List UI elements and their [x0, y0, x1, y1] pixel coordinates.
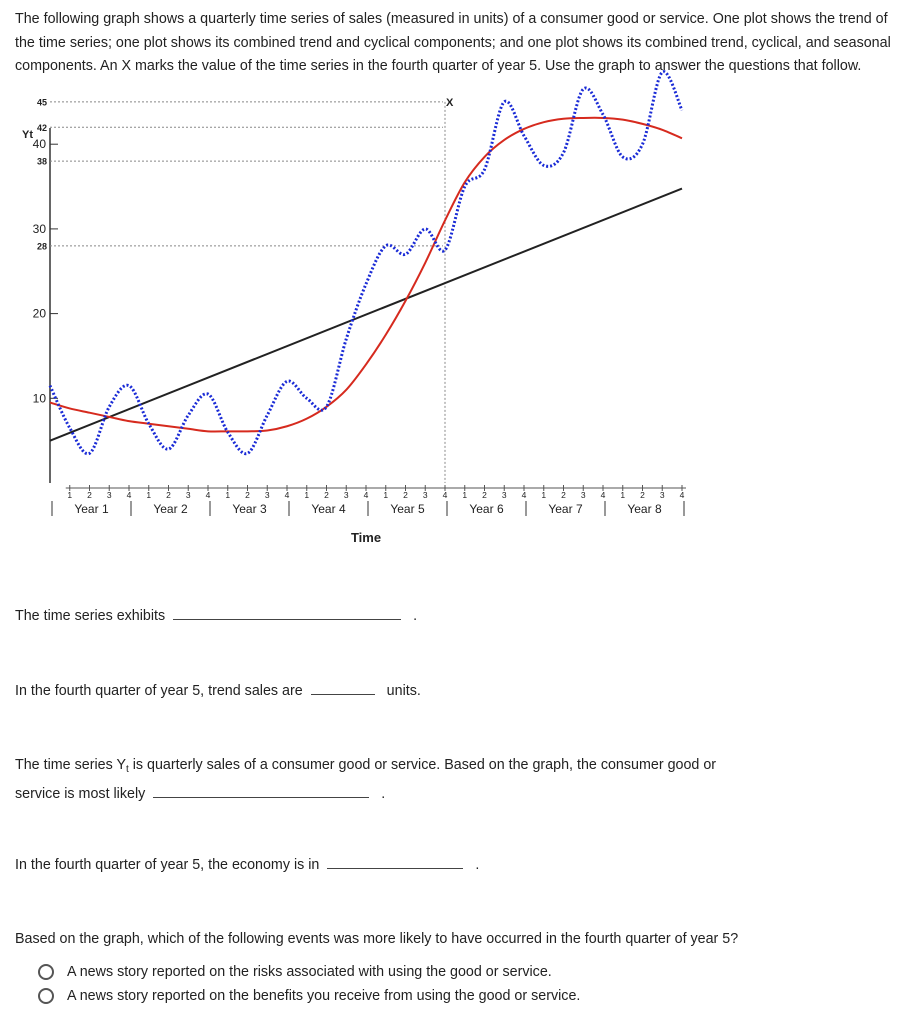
question-4-suffix: . — [475, 857, 480, 873]
quarter-tick-label: 1 — [146, 490, 152, 500]
question-5 — [15, 928, 905, 951]
question-3-line-1 — [15, 754, 895, 781]
quarter-tick-label: 4 — [679, 490, 685, 500]
quarter-tick-label: 1 — [383, 490, 389, 500]
trend-cyclical-seasonal-line — [50, 72, 682, 454]
quarter-tick-label: 3 — [264, 490, 270, 500]
y-tick-label: 10 — [32, 391, 46, 406]
option-benefits-label: A news story reported on the benefits you receive from using the good or service. — [67, 988, 581, 1004]
trend-line — [50, 189, 682, 441]
answer-blank-1[interactable] — [173, 603, 401, 620]
quarter-tick-label: 3 — [106, 490, 112, 500]
year-label: Year 7 — [548, 502, 583, 516]
y-tick-label: 40 — [32, 137, 46, 152]
year-label: Year 3 — [232, 502, 267, 516]
quarter-tick-label: 4 — [442, 490, 448, 500]
quarter-tick-label: 1 — [541, 490, 547, 500]
question-3-text-b: is quarterly sales of a consumer good or service. Based on the graph, the consumer good or — [128, 757, 717, 773]
answer-blank-4[interactable] — [327, 852, 463, 869]
question-5-text: Based on the graph, which of the following events was more likely to have occurred in the fourth quarter of year 5? — [15, 931, 739, 947]
quarter-tick-label: 3 — [580, 490, 586, 500]
y-marked-tick-label: 28 — [36, 241, 47, 252]
quarter-tick-label: 4 — [205, 490, 211, 500]
question-4-text: In the fourth quarter of year 5, the economy is in — [15, 857, 320, 873]
year-label: Year 1 — [74, 502, 109, 516]
question-3 — [15, 754, 895, 806]
y-marked-tick-label: 38 — [36, 156, 47, 167]
quarter-tick-label: 2 — [166, 490, 171, 500]
question-4 — [15, 852, 479, 877]
radio-button-icon[interactable] — [38, 988, 54, 1004]
quarter-tick-label: 3 — [659, 490, 665, 500]
quarter-tick-label: 2 — [640, 490, 645, 500]
y-tick-label: 20 — [32, 306, 46, 321]
quarter-tick-label: 1 — [462, 490, 468, 500]
quarter-tick-label: 4 — [284, 490, 290, 500]
radio-button-icon[interactable] — [38, 964, 54, 980]
year-label: Year 5 — [390, 502, 425, 516]
quarter-tick-label: 2 — [403, 490, 408, 500]
quarter-tick-label: 2 — [324, 490, 329, 500]
quarter-tick-label: 2 — [561, 490, 566, 500]
quarter-tick-label: 1 — [225, 490, 231, 500]
trend-cyclical-line — [50, 118, 682, 432]
time-series-chart — [0, 96, 720, 555]
answer-blank-2[interactable] — [311, 678, 375, 695]
quarter-tick-label: 1 — [67, 490, 73, 500]
question-3-line-2 — [15, 781, 895, 806]
quarter-tick-label: 3 — [501, 490, 507, 500]
question-2-suffix: units. — [386, 683, 421, 699]
question-1 — [15, 603, 417, 628]
quarter-tick-label: 3 — [422, 490, 428, 500]
option-risks[interactable] — [38, 964, 552, 980]
x-axis-label: Time — [350, 530, 382, 545]
quarter-tick-label: 4 — [521, 490, 527, 500]
quarter-tick-label: 2 — [87, 490, 92, 500]
question-1-suffix: . — [413, 608, 418, 624]
year-label: Year 2 — [153, 502, 188, 516]
quarter-tick-label: 1 — [620, 490, 626, 500]
question-3-text-c: service is most likely — [15, 786, 146, 802]
answer-blank-3[interactable] — [153, 781, 369, 798]
y-tick-label: 30 — [32, 221, 46, 236]
question-2-text: In the fourth quarter of year 5, trend sales are — [15, 683, 303, 699]
year-label: Year 4 — [311, 502, 346, 516]
y-marked-tick-label: 45 — [36, 97, 47, 108]
year-label: Year 6 — [469, 502, 504, 516]
quarter-tick-label: 1 — [304, 490, 310, 500]
quarter-tick-label: 3 — [185, 490, 191, 500]
question-2 — [15, 678, 421, 703]
subscript-t: t — [125, 764, 129, 775]
question-3-suffix: . — [381, 786, 386, 802]
question-3-text-a: The time series Y — [15, 757, 126, 773]
quarter-tick-label: 2 — [482, 490, 487, 500]
quarter-tick-label: 4 — [126, 490, 132, 500]
year-label: Year 8 — [627, 502, 662, 516]
y-axis-label: Yt — [22, 129, 33, 141]
y-marked-tick-label: 42 — [36, 122, 47, 133]
question-1-text: The time series exhibits — [15, 608, 166, 624]
quarter-tick-label: 3 — [343, 490, 349, 500]
option-benefits[interactable] — [38, 988, 580, 1004]
quarter-tick-label: 2 — [245, 490, 250, 500]
quarter-tick-label: 4 — [363, 490, 369, 500]
marker-x-label: X — [446, 96, 454, 109]
option-risks-label: A news story reported on the risks associated with using the good or service. — [67, 964, 552, 980]
quarter-tick-label: 4 — [600, 490, 606, 500]
intro-text: The following graph shows a quarterly time series of sales (measured in units) of a consumer good or service. One plot shows the trend of the time series; one plot shows its combined trend and cyclical components; and one plot shows its combined trend, cyclical, and seasonal components. An X marks the value of the time series in the fourth quarter of year 5. Use the graph to answer the questions that follow. — [15, 11, 891, 75]
